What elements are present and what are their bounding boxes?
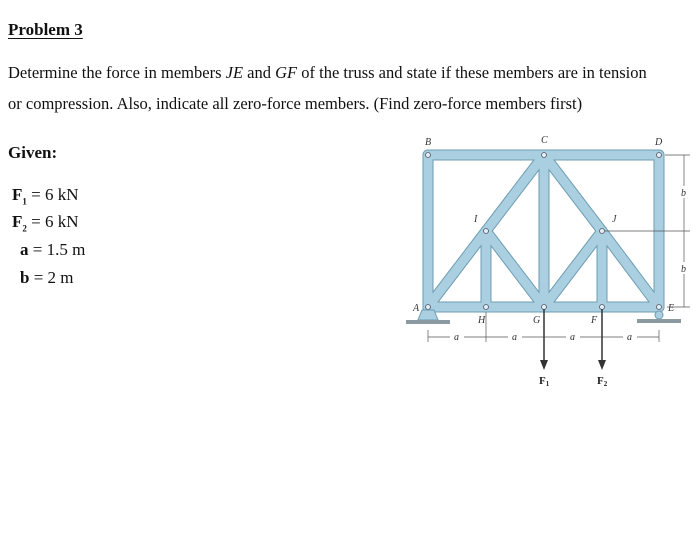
- roller-support-e: [637, 311, 681, 323]
- value: = 2 m: [33, 268, 74, 287]
- pin-h: [484, 305, 489, 310]
- member-gf: GF: [275, 63, 298, 82]
- load-f1-arrow: [540, 309, 548, 370]
- given-heading: Given:: [8, 143, 58, 162]
- value: = 6 kN: [31, 212, 79, 231]
- member-ai: [428, 231, 486, 307]
- node-label-b: B: [425, 137, 432, 148]
- dim-b-2: b: [681, 264, 686, 275]
- pin-f: [600, 305, 605, 310]
- label: F: [539, 375, 546, 387]
- pin-b: [426, 153, 431, 158]
- text: of the truss and state if these members are in tension: [297, 63, 647, 82]
- member-jg: [544, 231, 602, 307]
- node-label-h: H: [478, 315, 486, 326]
- load-f1-label: [539, 375, 550, 388]
- node-label-g: G: [533, 315, 541, 326]
- pin-g: [542, 305, 547, 310]
- node-label-d: D: [655, 137, 663, 148]
- node-label-c: C: [541, 135, 548, 146]
- pin-a: [426, 305, 431, 310]
- member-je: [602, 231, 659, 307]
- pin-i: [484, 229, 489, 234]
- sub: 1: [545, 380, 550, 388]
- symbol: b: [20, 268, 30, 287]
- pin-c: [542, 153, 547, 158]
- text: and: [243, 63, 276, 82]
- dim-b-1: b: [681, 188, 686, 199]
- symbol: F: [12, 212, 23, 231]
- dim-a-2: a: [512, 332, 517, 343]
- node-label-e: E: [668, 303, 675, 314]
- pin-j: [600, 229, 605, 234]
- value: = 1.5 m: [32, 240, 86, 259]
- value: = 6 kN: [31, 185, 79, 204]
- load-f2-arrow: [598, 309, 606, 370]
- label: F: [597, 375, 604, 387]
- dim-a-3: a: [570, 332, 575, 343]
- node-label-j: J: [612, 214, 617, 225]
- dim-a-1: a: [454, 332, 459, 343]
- subscript: 1: [22, 196, 27, 207]
- symbol: F: [12, 185, 23, 204]
- subscript: 2: [22, 223, 27, 234]
- problem-title: Problem 3: [8, 20, 83, 39]
- member-ig: [486, 231, 544, 307]
- text: Determine the force in members: [8, 63, 226, 82]
- sub: 2: [603, 380, 608, 388]
- symbol: a: [20, 240, 29, 259]
- pin-d: [657, 153, 662, 158]
- member-je: JE: [225, 63, 244, 82]
- member-cj: [544, 155, 602, 231]
- node-label-f: F: [591, 315, 598, 326]
- node-label-a: A: [413, 303, 420, 314]
- member-ic: [486, 155, 544, 231]
- load-f2-label: [597, 375, 608, 388]
- dim-a-4: a: [627, 332, 632, 343]
- problem-statement-line-2: or compression. Also, indicate all zero-force members. (Find zero-force members first): [8, 94, 583, 113]
- pin-e: [657, 305, 662, 310]
- node-label-i: I: [474, 214, 478, 225]
